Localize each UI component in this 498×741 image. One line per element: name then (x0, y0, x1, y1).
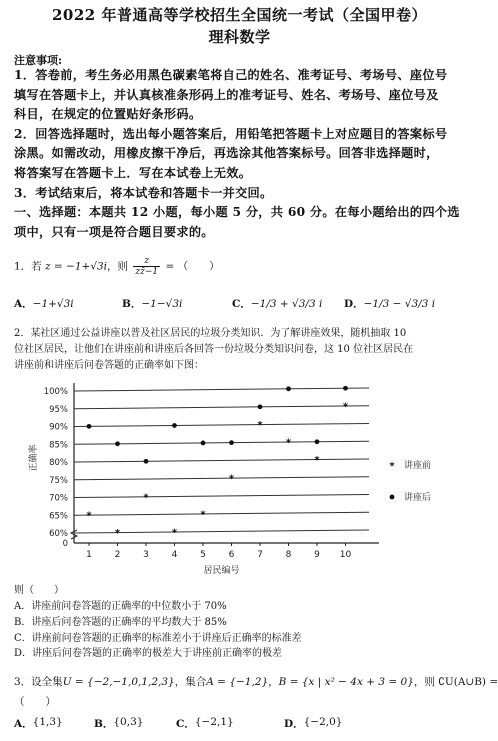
series-after-point (258, 404, 263, 409)
question-3-stem (14, 674, 498, 691)
q3-universe: U = {−2,−1,0,1,2,3} (62, 676, 175, 688)
series-after-point (144, 459, 149, 464)
x-tick-label: 5 (200, 550, 206, 560)
grid-line (74, 406, 369, 409)
y-tick-label: 95% (49, 404, 68, 415)
q3-ask: ，则 ∁U(A∪B) = (413, 676, 498, 688)
notice-line: 1．答卷前，考生务必用黑色碳素笔将自己的姓名、准考证号、考场号、座位号 (14, 68, 448, 82)
q3-paren: （ ） (14, 696, 56, 708)
legend-label: 讲座前 (404, 461, 432, 471)
series-before-point: * (143, 492, 149, 504)
q1-option-d[interactable]: D．−1/3 − √3/3 i (344, 298, 436, 310)
q2-line: 位社区居民，让他们在讲座前和讲座后各回答一份垃圾分类知识问卷，这 10 位社区居民在 (14, 343, 414, 355)
notice-line: 科目，在规定的位置贴好条形码。 (14, 107, 202, 122)
y-tick-label: 85% (49, 440, 68, 451)
y-tick-label: 100% (43, 387, 68, 397)
notice-line: 2．回答选择题时，选出每小题答案后，用铅笔把答题卡上对应题目的答案标号 (14, 126, 448, 141)
x-tick-label: 1 (86, 550, 92, 560)
q1-frac-den: zz̄−1 (135, 267, 159, 277)
series-after-point (87, 424, 92, 429)
y-tick-label: 0 (62, 539, 68, 549)
notice-line: 项中，只有一项是符合题目要求的。 (14, 224, 214, 239)
question-1-stem (14, 256, 474, 277)
q3-option-b[interactable]: B． {0,3} (94, 716, 144, 730)
q1-option-a[interactable]: A．−1+√3i (14, 298, 74, 310)
series-before-point: * (114, 528, 121, 540)
series-after-point (286, 386, 291, 391)
page-subtitle: 理科数学 (208, 28, 271, 46)
y-tick-label: 90% (49, 422, 68, 433)
x-tick-label: 3 (143, 550, 149, 560)
q1-suffix: = （ ） (165, 260, 220, 273)
q3-set-b: B = {x | x² − 4x + 3 = 0} (278, 676, 414, 688)
q3-mid: ，集合 (174, 676, 207, 688)
q3-option-c[interactable]: C． {−2,1} (176, 716, 234, 730)
notice-heading: 注意事项: (14, 54, 63, 67)
q1-z-definition: z = −1+√3i (45, 260, 108, 273)
q3-prefix: 3．设全集 (14, 676, 63, 688)
grid-line (74, 477, 369, 480)
series-before-point: * (86, 510, 92, 522)
q3-option-d[interactable]: D． {−2,0} (284, 716, 343, 730)
y-tick-label: 70% (49, 493, 68, 504)
notice-line: 3．考试结束后，将本试卷和答题卡一并交回。 (14, 185, 273, 200)
q3-comma: ， (268, 676, 279, 688)
q1-option-b[interactable]: B．−1−√3i (122, 298, 183, 310)
page-title: 2022 年普通高等学校招生全国统一考试（全国甲卷） (52, 6, 427, 24)
question-2-options (14, 599, 474, 662)
legend-label: 讲座后 (404, 493, 432, 503)
grid-line (74, 495, 369, 498)
q3-set-a: A = {−1,2} (206, 676, 269, 688)
q2-line: 2．某社区通过公益讲座以普及社区居民的垃圾分类知识．为了解讲座效果，随机抽取 10 (14, 328, 407, 339)
x-tick-label: 10 (339, 550, 352, 560)
grid-line (74, 512, 369, 515)
notice-line: 涂黑。如需改动，用橡皮擦干净后，再选涂其他答案标号。回答非选择题时， (14, 146, 439, 161)
question-1-options (14, 296, 474, 314)
y-tick-label: 75% (49, 475, 68, 486)
x-tick-label: 8 (285, 550, 292, 560)
series-before-point: * (228, 473, 235, 485)
series-after-point (201, 441, 206, 446)
legend-marker-after (390, 495, 395, 500)
y-tick-label: 80% (49, 458, 68, 468)
q1-frac-num: z (133, 256, 160, 267)
notice-line: 将答案写在答题卡上．写在本试卷上无效。 (14, 165, 252, 180)
q2-option-a[interactable]: A．讲座前问卷答题的正确率的中位数小于 70% (14, 601, 227, 612)
y-axis-break (71, 530, 77, 539)
series-after-point (229, 440, 234, 445)
x-tick-label: 6 (228, 550, 235, 560)
x-tick-label: 2 (114, 550, 121, 560)
grid-line (74, 388, 369, 391)
y-tick-label: 65% (49, 511, 68, 522)
notice-line: 一、选择题：本题共 12 小题，每小题 5 分，共 60 分。在每小题给出的四个选 (14, 205, 460, 220)
series-after-point (315, 439, 320, 444)
series-before-point: * (257, 420, 263, 432)
q1-mid: ，则 (107, 260, 129, 273)
x-tick-label: 7 (257, 550, 263, 560)
q2-chart (14, 378, 474, 588)
x-axis-label: 居民编号 (203, 566, 240, 576)
series-after-point (115, 441, 120, 446)
q1-fraction (133, 256, 160, 277)
grid-line (74, 459, 369, 462)
q1-option-c[interactable]: C．−1/3 + √3/3 i (232, 298, 323, 310)
series-before-point: * (171, 527, 178, 539)
question-2-stem (14, 326, 474, 373)
y-axis-label: 正确率 (29, 444, 39, 472)
q2-option-c[interactable]: C．讲座前问卷答题的正确率的标准差小于讲座后正确率的标准差 (14, 632, 302, 644)
notice-line: 填写在答题卡上，并认真核准条形码上的准考证号、姓名、考场号、座位号及 (14, 87, 439, 102)
x-tick-label: 4 (171, 550, 178, 560)
q2-line: 讲座前和讲座后问卷答题的正确率如下图： (14, 359, 204, 371)
series-before-point: * (285, 437, 292, 449)
q1-prefix: 1．若 (14, 260, 42, 273)
q2-option-b[interactable]: B．讲座后问卷答题的正确率的平均数大于 85% (14, 616, 227, 628)
grid-line (74, 424, 369, 427)
series-before-point: * (200, 509, 206, 521)
series-before-point: * (314, 455, 320, 467)
q2-after: 则（ ） (14, 585, 64, 596)
series-after-point (172, 423, 177, 428)
y-tick-label: 60% (49, 529, 68, 539)
question-3-options (14, 716, 474, 734)
series-after-point (343, 386, 348, 391)
notice-block (14, 66, 469, 242)
q2-option-d[interactable]: D．讲座后问卷答题的正确率的极差大于讲座前正确率的极差 (14, 648, 283, 660)
q3-option-a[interactable]: A． {1,3} (14, 716, 63, 730)
series-before-point: * (342, 401, 349, 413)
x-tick-label: 9 (314, 550, 320, 560)
legend-marker-before: * (389, 461, 395, 472)
